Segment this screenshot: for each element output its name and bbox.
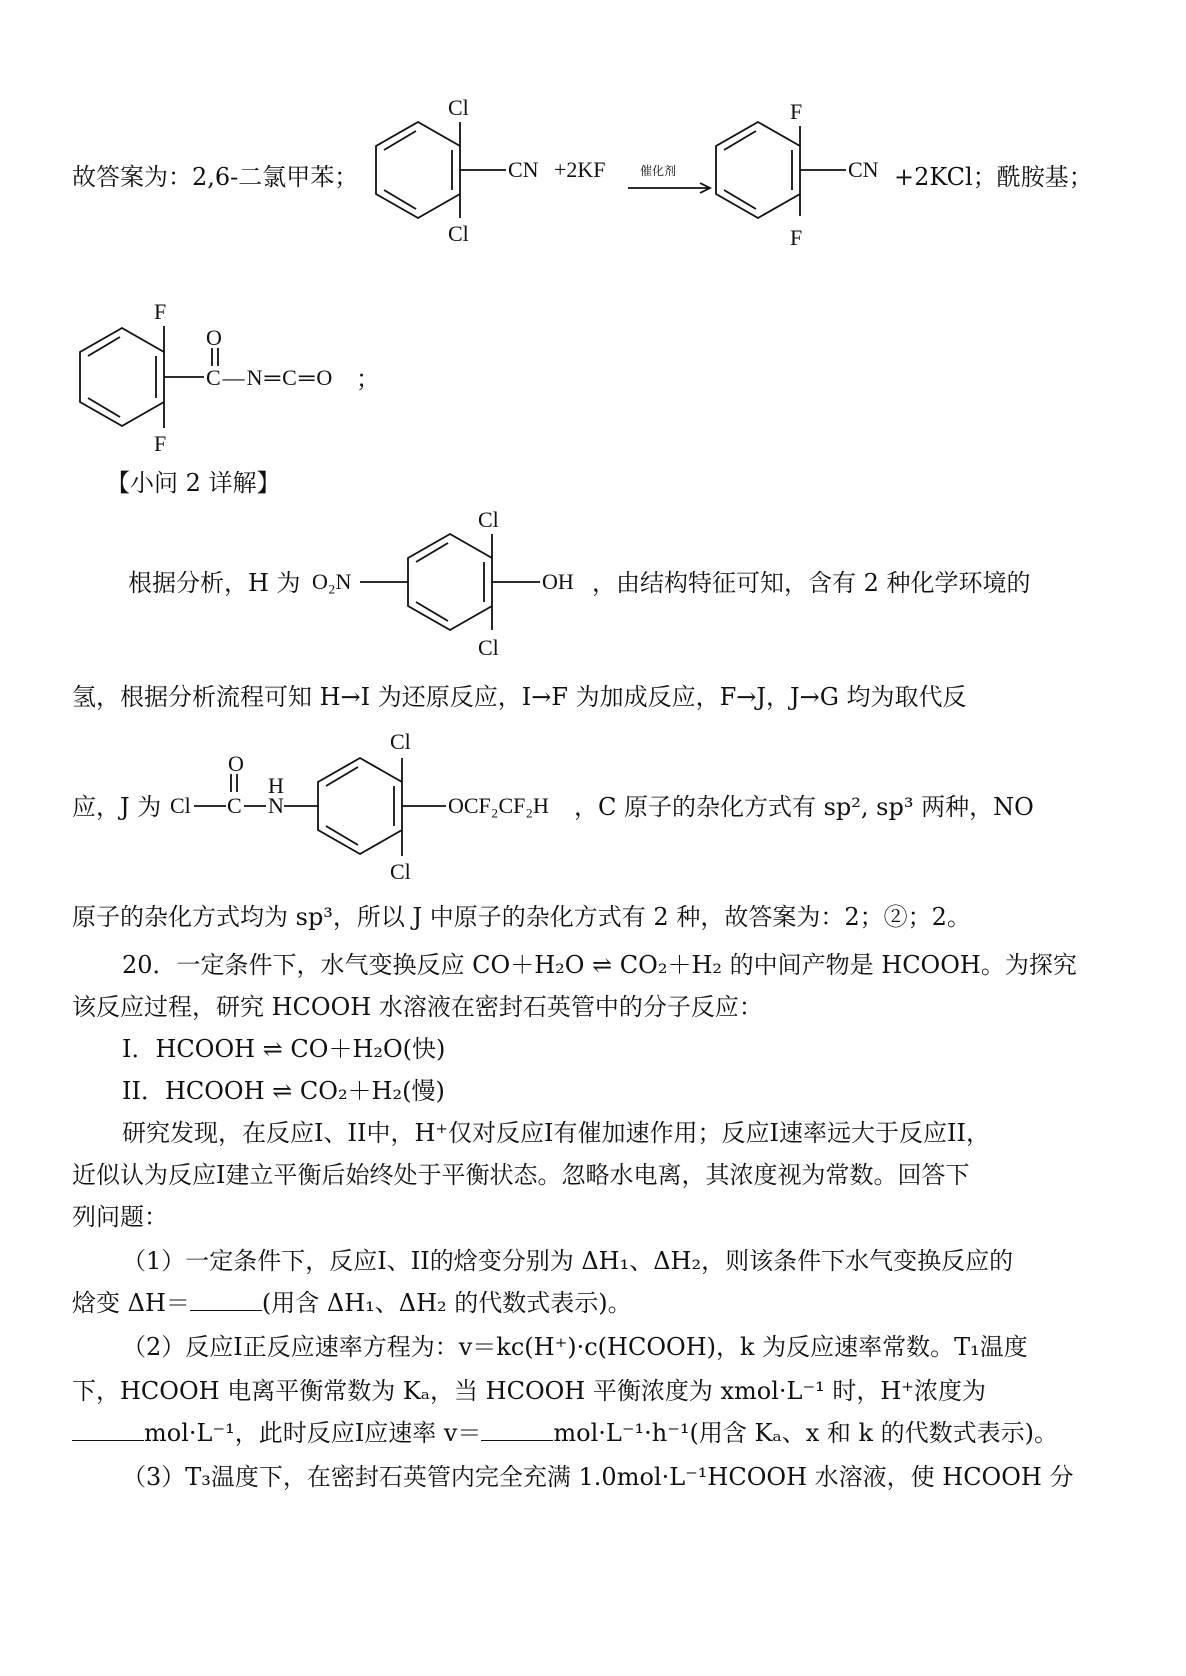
para1-lead: 根据分析，H 为 bbox=[128, 569, 301, 597]
isocyanate-benzene-ring bbox=[80, 326, 218, 428]
isocyanate-semicolon: ； bbox=[356, 365, 380, 393]
q1-line-b bbox=[72, 1288, 632, 1318]
product-f-bottom: F bbox=[790, 225, 803, 250]
line-sp3: 原子的杂化方式均为 sp³，所以 J 中原子的杂化方式有 2 种，故答案为：2；②；2。 bbox=[72, 903, 971, 931]
q20-intro-b: 该反应过程，研究 HCOOH 水溶液在密封石英管中的分子反应： bbox=[72, 993, 763, 1021]
j-cl-acyl: Cl bbox=[170, 793, 191, 818]
q2-line-a: （2）反应I正反应速率方程为：v＝kc(H⁺)·c(HCOOH)，k 为反应速率常数。T₁温度 bbox=[122, 1333, 1028, 1361]
q1-prefix: 焓变 ΔH＝ bbox=[72, 1289, 190, 1317]
answer-blank-dh[interactable] bbox=[190, 1288, 262, 1311]
isocyanate-f-top: F bbox=[154, 299, 167, 324]
answer-blank-rate[interactable] bbox=[481, 1418, 553, 1441]
answer-blank-h-conc[interactable] bbox=[72, 1418, 144, 1441]
phenol-cl-top: Cl bbox=[478, 507, 499, 532]
j-amide-n: N bbox=[268, 793, 284, 818]
product-cn-group: CN bbox=[848, 157, 879, 182]
reagent-kf: +2KF bbox=[554, 157, 606, 182]
line-hydrogen: 氢，根据分析流程可知 H→I 为还原反应，I→F 为加成反应，F→J，J→G 均为取代反 bbox=[72, 683, 967, 711]
reactant-cl-bottom: Cl bbox=[448, 221, 469, 246]
q20-para-c: 列问题： bbox=[72, 1203, 168, 1231]
answer-lead: 故答案为：2,6-二氯甲苯； bbox=[72, 163, 359, 191]
isocyanate-chain: C—N═C═O bbox=[206, 365, 335, 390]
q2-line-b: 下，HCOOH 电离平衡常数为 Kₐ，当 HCOOH 平衡浓度为 xmol·L⁻¹ 时，H⁺浓度为 bbox=[72, 1377, 986, 1405]
carbonyl-o: O bbox=[206, 325, 222, 350]
j-ether-group: OCF₂CF₂H bbox=[448, 793, 549, 818]
reaction-ii: II．HCOOH ⇌ CO₂＋H₂(慢) bbox=[122, 1077, 445, 1105]
j-cl-bottom: Cl bbox=[390, 859, 411, 884]
hydroxyl-group: OH bbox=[542, 569, 574, 594]
reaction-i: I．HCOOH ⇌ CO＋H₂O(快) bbox=[122, 1035, 446, 1063]
j-amide-h: H bbox=[268, 773, 284, 798]
q20-intro-a: 20．一定条件下，水气变换反应 CO＋H₂O ⇌ CO₂＋H₂ 的中间产物是 HCOOH。为探究 bbox=[122, 951, 1077, 979]
catalyst-label: 催化剂 bbox=[640, 164, 677, 178]
phenol-cl-bottom: Cl bbox=[478, 635, 499, 660]
j-carbonyl-c: C bbox=[227, 793, 242, 818]
j-cl-top: Cl bbox=[390, 729, 411, 754]
q1-suffix: (用含 ΔH₁、ΔH₂ 的代数式表示)。 bbox=[261, 1289, 632, 1317]
nitro-group: O₂N bbox=[312, 569, 352, 594]
product-tail: +2KCl；酰胺基； bbox=[894, 163, 1093, 191]
q2-suffix: mol·L⁻¹·h⁻¹(用含 Kₐ、x 和 k 的代数式表示)。 bbox=[553, 1419, 1059, 1447]
j-carbonyl-o: O bbox=[228, 751, 244, 776]
para2-tail: ，C 原子的杂化方式有 sp², sp³ 两种，NO bbox=[574, 793, 1034, 821]
q20-para-a: 研究发现，在反应I、II中，H⁺仅对反应I有催加速作用；反应I速率远大于反应II， bbox=[122, 1119, 990, 1147]
reactant-cn-group: CN bbox=[508, 157, 539, 182]
q20-para-b: 近似认为反应I建立平衡后始终处于平衡状态。忽略水电离，其浓度视为常数。回答下 bbox=[72, 1161, 970, 1189]
product-f-top: F bbox=[790, 99, 803, 124]
product-benzene-ring bbox=[716, 122, 846, 218]
para2-lead: 应，J 为 bbox=[72, 793, 162, 821]
reaction-arrow bbox=[628, 183, 710, 193]
q3-line: （3）T₃温度下，在密封石英管内完全充满 1.0mol·L⁻¹HCOOH 水溶液，使 HCOOH 分 bbox=[122, 1463, 1074, 1491]
phenol-benzene-ring bbox=[360, 534, 540, 630]
isocyanate-f-bottom: F bbox=[154, 431, 167, 456]
q1-line-a: （1）一定条件下，反应I、II的焓变分别为 ΔH₁、ΔH₂，则该条件下水气变换反应的 bbox=[122, 1247, 1014, 1275]
reactant-benzene-ring bbox=[376, 122, 506, 218]
q2-line-c bbox=[72, 1418, 1058, 1448]
section-heading: 【小问 2 详解】 bbox=[106, 469, 281, 497]
q2-middle: mol·L⁻¹，此时反应I应速率 v＝ bbox=[144, 1419, 482, 1447]
para1-tail: ，由结构特征可知，含有 2 种化学环境的 bbox=[592, 569, 1031, 597]
reactant-cl-top: Cl bbox=[448, 95, 469, 120]
